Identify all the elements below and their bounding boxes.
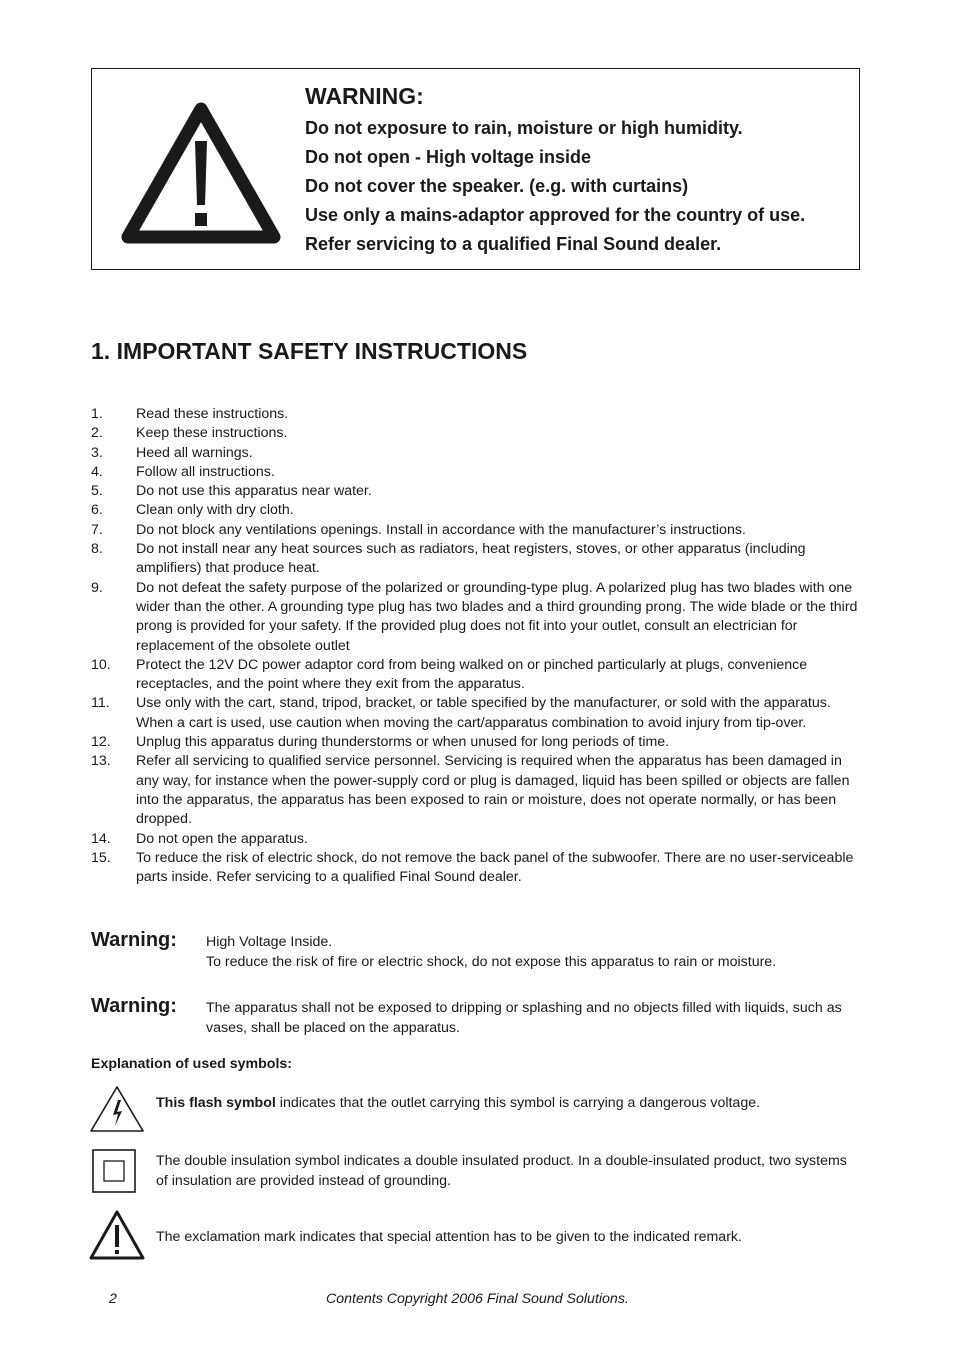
warning-line: Do not exposure to rain, moisture or high humidity. [305, 118, 743, 138]
list-item [91, 540, 866, 579]
warning-line: Use only a mains-adaptor approved for the country of use. [305, 205, 806, 225]
warning-body [206, 933, 861, 972]
page-number: 2 [109, 1291, 117, 1307]
item-number: 12. [91, 734, 111, 751]
symbol-text: indicates that the outlet carrying this symbol is carrying a dangerous voltage. [275, 1095, 761, 1111]
item-text: Unplug this apparatus during thunderstorms or when unused for long periods of time. [136, 734, 670, 751]
warning-body [206, 999, 861, 1038]
item-text: Clean only with dry cloth. [136, 502, 294, 519]
item-number: 4. [91, 463, 103, 480]
item-text: Do not block any ventilations openings. Install in accordance with the manufacturer’s instructions. [136, 521, 746, 538]
item-text: Do not use this apparatus near water. [136, 483, 372, 500]
item-number: 3. [91, 444, 103, 461]
item-number: 15. [91, 849, 111, 866]
item-text: Heed all warnings. [136, 444, 253, 461]
item-text: Read these instructions. [136, 406, 289, 422]
section-title: 1. IMPORTANT SAFETY INSTRUCTIONS [91, 338, 528, 364]
item-text: Refer all servicing to qualified service personnel. Servicing is required when the apparatus has been damaged in any way, for instance when the power-supply cord or plug is damaged, liquid has been spilled or objects are fallen into the apparatus, the apparatus has been exposed to rain or moisture, does not operate normally, or has been dropped. [136, 753, 850, 828]
item-number: 1. [91, 406, 103, 422]
instructions-list [91, 405, 866, 887]
item-number: 9. [91, 579, 103, 596]
symbol-text: The exclamation mark indicates that special attention has to be given to the indicated remark. [156, 1229, 742, 1245]
item-text: To reduce the risk of electric shock, do not remove the back panel of the subwoofer. There are no user-serviceable parts inside. Refer servicing to a qualified Final Sound dealer. [136, 849, 854, 886]
warning-line: Do not cover the speaker. (e.g. with curtains) [305, 176, 689, 196]
warning-text [305, 81, 849, 259]
list-item [91, 501, 866, 520]
list-item [91, 482, 866, 501]
item-number: 10. [91, 656, 111, 673]
list-item [91, 694, 866, 733]
warning-line: The apparatus shall not be exposed to dripping or splashing and no objects filled with liquids, such as vases, shall be placed on the apparatus. [206, 1000, 842, 1036]
warning-label: Warning: [91, 995, 177, 1017]
item-text: Do not install near any heat sources such as radiators, heat registers, stoves, or other apparatus (including amplifiers) that produce heat. [136, 541, 806, 577]
warning-line: To reduce the risk of fire or electric shock, do not expose this apparatus to rain or moisture. [206, 953, 777, 970]
item-text: Do not open the apparatus. [136, 830, 308, 847]
list-item [91, 733, 866, 752]
item-number: 11. [91, 695, 110, 712]
item-text: Do not defeat the safety purpose of the polarized or grounding-type plug. A polarized plug has two blades with one wider than the other. A grounding type plug has two blades and a third grounding prong. The wide blade or the third prong is provided for your safety. If the provided plug does not fit into your outlet, consult an electrician for replacement of the obsolete outlet [136, 579, 858, 654]
list-item [91, 752, 866, 829]
symbol-description [156, 1094, 856, 1114]
flash-triangle-icon [88, 1084, 146, 1134]
warning-box [91, 68, 860, 270]
warning-line: Refer servicing to a qualified Final Sound dealer. [305, 234, 722, 254]
symbol-description [156, 1228, 856, 1248]
item-text: Keep these instructions. [136, 425, 288, 442]
warning-triangle-icon [120, 101, 282, 246]
item-text: Use only with the cart, stand, tripod, bracket, or table specified by the manufacturer, or sold with the apparatus. When a cart is used, use caution when moving the cart/apparatus combination to avoid injury from tip-over. [136, 695, 831, 731]
item-number: 2. [91, 425, 103, 442]
item-text: Follow all instructions. [136, 463, 275, 480]
list-item [91, 424, 866, 443]
list-item [91, 849, 866, 888]
list-item [91, 463, 866, 482]
item-number: 5. [91, 483, 103, 500]
symbol-text: The double insulation symbol indicates a double insulated product. In a double-insulated product, two systems of insulation are provided instead of grounding. [156, 1153, 847, 1189]
item-number: 14. [91, 830, 111, 847]
symbol-bold-text: This flash symbol [156, 1095, 276, 1111]
list-item [91, 830, 866, 849]
item-number: 6. [91, 502, 103, 519]
warning-line: Do not open - High voltage inside [305, 147, 591, 167]
item-text: Protect the 12V DC power adaptor cord from being walked on or pinched particularly at plugs, convenience receptacles, and the point where they exit from the apparatus. [136, 656, 808, 693]
warning-line: High Voltage Inside. [206, 934, 333, 950]
item-number: 8. [91, 541, 103, 558]
exclamation-triangle-icon [88, 1208, 146, 1262]
warning-title: WARNING: [305, 83, 424, 109]
warning-label: Warning: [91, 929, 177, 951]
double-insulation-icon [88, 1148, 138, 1196]
item-number: 7. [91, 521, 103, 538]
symbol-description [156, 1152, 856, 1191]
list-item [91, 579, 866, 656]
list-item [91, 521, 866, 540]
item-number: 13. [91, 753, 111, 770]
list-item [91, 444, 866, 463]
footer-copyright: Contents Copyright 2006 Final Sound Solutions. [326, 1291, 629, 1307]
list-item [91, 656, 866, 695]
list-item [91, 405, 866, 424]
symbols-title: Explanation of used symbols: [91, 1056, 293, 1072]
